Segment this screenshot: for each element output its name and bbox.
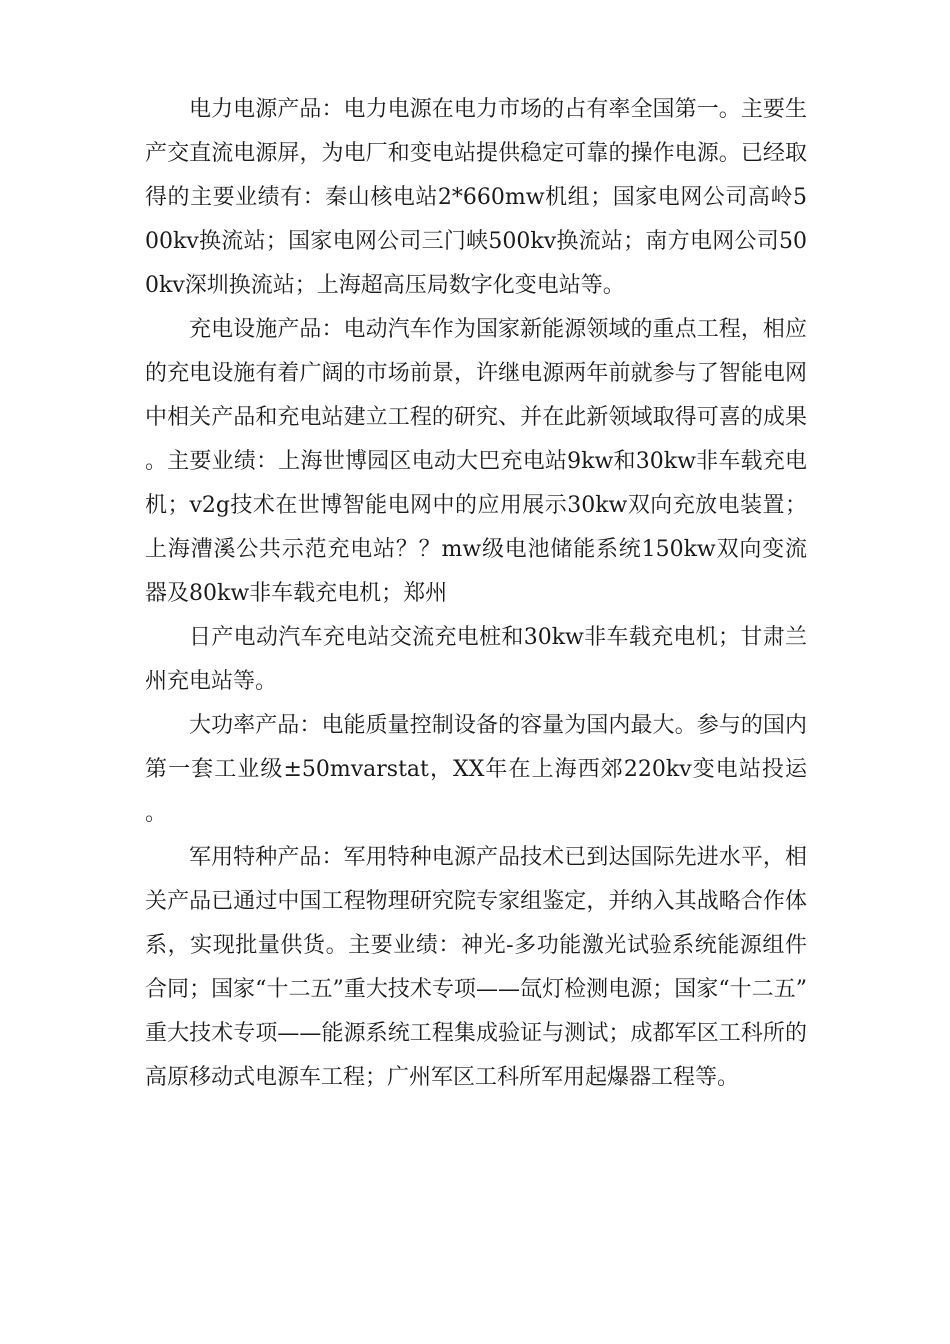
document-body (145, 88, 807, 1100)
paragraph-charging-facilities: 充电设施产品：电动汽车作为国家新能源领域的重点工程，相应的充电设施有着广阔的市场前景，许继电源两年前就参与了智能电网中相关产品和充电站建立工程的研究、并在此新领域取得可喜的成果。主要业绩：上海世博园区电动大巴充电站9kw和30kw非车载充电机；v2g技术在世博智能电网中的应用展示30kw双向充放电装置；上海漕溪公共示范充电站？？mw级电池储能系统150kw双向变流器及80kw非车载充电机；郑州 (145, 317, 807, 606)
paragraph-charging-facilities-continued: 日产电动汽车充电站交流充电桩和30kw非车载充电机；甘肃兰州充电站等。 (145, 625, 807, 694)
paragraph-power-supply: 电力电源产品：电力电源在电力市场的占有率全国第一。主要生产交直流电源屏，为电厂和变电站提供稳定可靠的操作电源。已经取得的主要业绩有：秦山核电站2*660mw机组；国家电网公司高岭500kv换流站；国家电网公司三门峡500kv换流站；南方电网公司500kv深圳换流站；上海超高压局数字化变电站等。 (145, 97, 807, 298)
paragraph-high-power: 大功率产品：电能质量控制设备的容量为国内最大。参与的国内第一套工业级±50mvarstat，XX年在上海西郊220kv变电站投运。 (145, 713, 807, 826)
paragraph-military-special: 军用特种产品：军用特种电源产品技术已到达国际先进水平，相关产品已通过中国工程物理研究院专家组鉴定，并纳入其战略合作体系，实现批量供货。主要业绩：神光-多功能激光试验系统能源组件合同；国家“十二五”重大技术专项——氙灯检测电源；国家“十二五”重大技术专项——能源系统工程集成验证与测试；成都军区工科所的高原移动式电源车工程；广州军区工科所军用起爆器工程等。 (145, 845, 807, 1090)
